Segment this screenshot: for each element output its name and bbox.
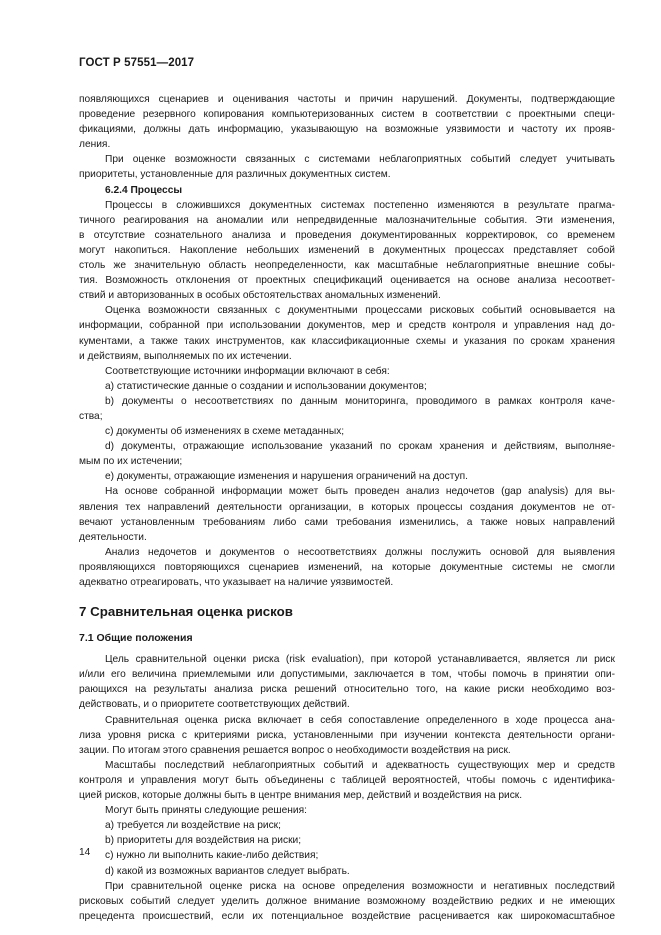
text-line: приоритеты, установленные для различных документных систем. <box>79 169 391 181</box>
text-line: ления. <box>79 139 111 151</box>
text-line: c) документы об изменениях в схеме метаданных; <box>105 426 345 438</box>
paragraph <box>79 424 615 439</box>
text-line: b) приоритеты для воздействия на риски; <box>105 835 302 847</box>
text-line: b) документы о несоответствиях по данным мониторинга, проводимого в рамках контроля каче- <box>105 395 615 407</box>
text-line: проявляющихся повторяющихся сценариев изменений, на которые документные системы не смогли <box>79 561 615 573</box>
text-line: столь же значительную область неопределенности, как масштабные неблагоприятные внешние собы- <box>79 260 615 272</box>
paragraph <box>79 303 615 363</box>
subsection-title: 7.1 Общие положения <box>79 632 193 645</box>
text-line: При оценке возможности связанных с системами неблагоприятных событий следует учитывать <box>105 154 615 166</box>
text-line: явления тех направлений деятельности организации, в которых процессы создания документов не от- <box>79 501 615 513</box>
paragraph <box>79 394 615 424</box>
text-line: тичного реагирования на аномалии или непредвиденные малозначительные события. Эти изменения, <box>79 214 615 226</box>
document-body <box>79 92 615 924</box>
section-heading: 7 Сравнительная оценка рисков <box>79 604 293 620</box>
text-line: Соответствующие источники информации включают в себя: <box>105 365 390 377</box>
text-line: информации, собранной при использовании документов, мер и средств контроля и управления над до- <box>79 320 615 332</box>
paragraph <box>79 379 615 394</box>
text-line: Оценка возможности связанных с документными процессами рисковых событий основывается на <box>105 305 615 317</box>
text-line: Могут быть приняты следующие решения: <box>105 805 307 817</box>
text-line: лиза уровня риска с критериями риска, установленными при изучении контекста деятельности органи- <box>79 729 615 741</box>
text-line: мым по их истечении; <box>79 456 183 468</box>
paragraph <box>79 833 615 848</box>
paragraph <box>79 803 615 818</box>
text-line: e) документы, отражающие изменения и нарушения ограничений на доступ. <box>105 471 468 483</box>
text-line: a) статистические данные о создании и использовании документов; <box>105 380 427 392</box>
text-line: проведение резервного копирования компьютеризованных систем в соответствии с проектными специ- <box>79 109 615 121</box>
text-line: тия. Возможность отклонения от проектных спецификаций оценивается на основе анализа несоответ- <box>79 275 615 287</box>
paragraph <box>79 92 615 152</box>
text-line: могут накопиться. Накопление небольших изменений в документных процессах представляет собой <box>79 244 615 256</box>
paragraph <box>79 713 615 758</box>
paragraph <box>79 545 615 590</box>
text-line: рающихся на результаты анализа риска решений относительно того, на какие риски необходимо воз- <box>79 684 615 696</box>
text-line: c) нужно ли выполнить какие-либо действия; <box>105 850 319 862</box>
text-line: При сравнительной оценке риска на основе определения возможности и негативных последствий <box>105 880 615 892</box>
text-line: d) документы, отражающие использование указаний по срокам хранения и действиям, выполняе- <box>105 441 615 453</box>
paragraph <box>79 439 615 469</box>
text-line: На основе собранной информации может быть проведен анализ недочетов (gap analysis) для вы- <box>105 486 615 498</box>
text-line: действовать, и о приоритете соответствующих действий. <box>79 699 350 711</box>
text-line: прецедента происшествий, если их потенциальное воздействие расценивается как широкомасштабное <box>79 910 615 922</box>
text-line: в отсутствие сознательного анализа и проведения документированных корректировок, со временем <box>79 229 615 241</box>
paragraph <box>79 469 615 484</box>
text-line: адекватно отреагировать, что указывает на наличие уязвимостей. <box>79 577 394 588</box>
text-line: Анализ недочетов и документов о несоответствиях должны послужить основой для выявления <box>105 546 615 558</box>
text-line: фикациями, должны дать информацию, указывающую на возможные уязвимости и частоту их прояв- <box>79 124 615 136</box>
paragraph <box>79 152 615 182</box>
text-line: и/или его величина приемлемыми или допустимыми, заключается в том, чтобы помочь в принятии опи- <box>79 669 615 681</box>
text-line: контроля и управления могут быть объединены с таблицей вероятностей, чтобы помочь с идентифика- <box>79 774 615 786</box>
paragraph <box>79 864 615 879</box>
text-line: d) какой из возможных вариантов следует выбрать. <box>105 865 350 877</box>
text-line: цией рисков, которые должны быть в центре внимания мер, действий и воздействия на риск. <box>79 790 523 802</box>
text-line: вечают установленным требованиям либо сами требования изменились, а также новых направлений <box>79 516 615 528</box>
text-line: зации. По итогам этого сравнения решается вопрос о необходимости воздействия на риск. <box>79 744 511 756</box>
text-line: Цель сравнительной оценки риска (risk evaluation), при которой устанавливается, является ли риск <box>105 654 615 666</box>
text-line: a) требуется ли воздействие на риск; <box>105 820 281 832</box>
paragraph <box>79 848 615 863</box>
paragraph <box>79 198 615 304</box>
paragraph <box>79 484 615 544</box>
text-line: появляющихся сценариев и оценивания частоты и причин нарушений. Документы, подтверждающие <box>79 94 615 105</box>
text-line: и действиям, выполняемых по их истечении. <box>79 350 292 362</box>
paragraph <box>79 758 615 803</box>
paragraph <box>79 364 615 379</box>
paragraph <box>79 818 615 833</box>
text-line: Сравнительная оценка риска включает в себя сопоставление определенного в ходе процесса ана- <box>105 714 615 726</box>
text-line: ства; <box>79 410 103 422</box>
paragraph <box>79 879 615 924</box>
paragraph <box>79 652 615 712</box>
text-line: Масштабы последствий неблагоприятных событий и адекватность существующих мер и средств <box>105 759 615 771</box>
text-line: кументами, а также таких инструментов, как классификационные схемы и указания по срокам хранения <box>79 335 615 347</box>
text-line: рисковых событий следует уделить должное внимание возможному воздействию редких и не имеющих <box>79 895 615 907</box>
standard-header: ГОСТ Р 57551—2017 <box>79 57 195 69</box>
subsection-heading: 6.2.4 Процессы <box>105 184 183 196</box>
text-line: Процессы в сложившихся документных системах постепенно изменяются в результате прагма- <box>105 199 615 211</box>
page-number: 14 <box>79 847 91 858</box>
text-line: ствий и авторизованных в особых обстоятельствах аномальных изменений. <box>79 290 441 302</box>
text-line: деятельности. <box>79 531 147 543</box>
